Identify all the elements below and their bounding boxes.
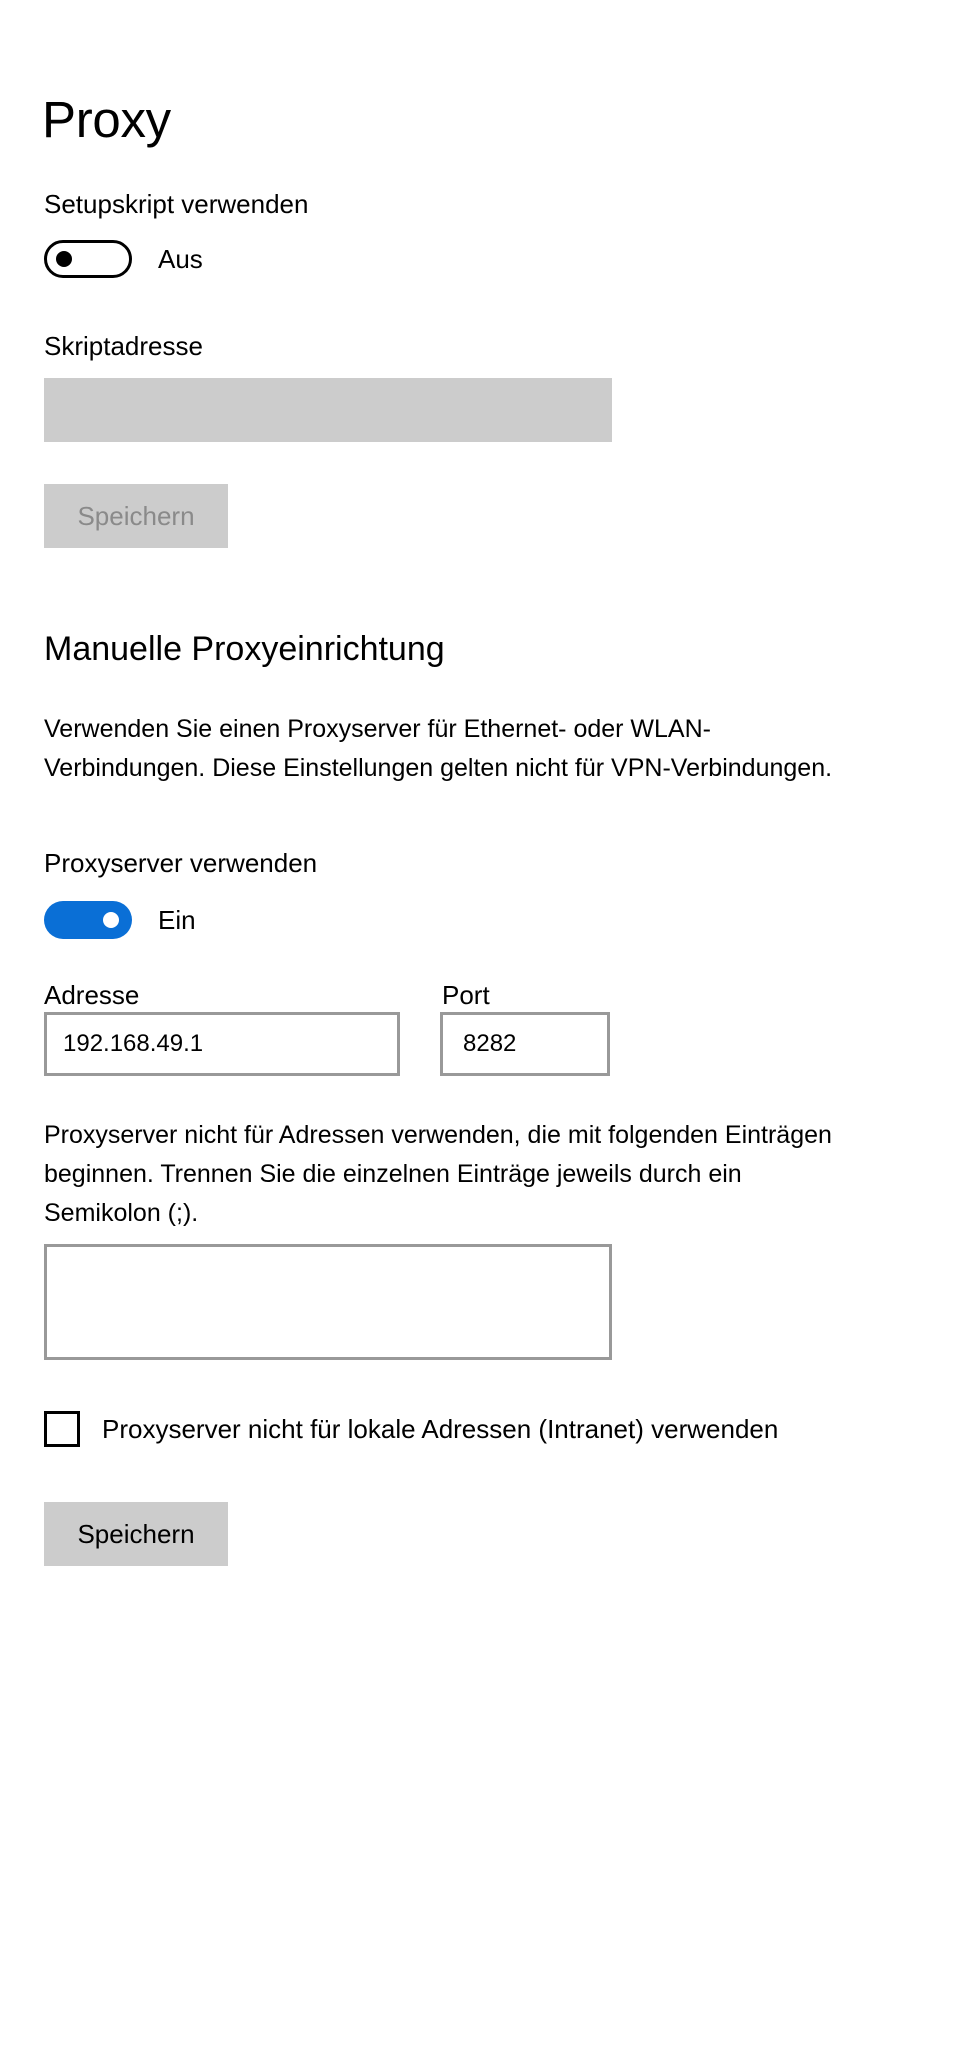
proxy-port-input[interactable]: [440, 1012, 610, 1076]
description-line: Verwenden Sie einen Proxyserver für Ethernet- oder WLAN-: [44, 715, 711, 743]
page-title: Proxy: [42, 91, 171, 148]
local-addresses-checkbox-label[interactable]: Proxyserver nicht für lokale Adressen (Intranet) verwenden: [102, 1414, 779, 1444]
setup-script-label: Setupskript verwenden: [44, 189, 309, 219]
toggle-knob: [56, 251, 72, 267]
proxy-address-label: Adresse: [44, 980, 140, 1010]
proxy-port-label: Port: [442, 980, 490, 1010]
exceptions-line: beginnen. Trennen Sie die einzelnen Einträge jeweils durch ein: [44, 1160, 742, 1188]
proxy-port-value: 8282: [463, 1030, 517, 1057]
proxy-address-input[interactable]: [44, 1012, 400, 1076]
script-address-label: Skriptadresse: [44, 331, 203, 361]
manual-setup-heading: Manuelle Proxyeinrichtung: [44, 630, 445, 668]
manual-setup-description: [44, 710, 944, 788]
exceptions-line: Semikolon (;).: [44, 1199, 199, 1227]
script-save-button: Speichern: [44, 484, 228, 548]
exceptions-description: [44, 1116, 954, 1233]
proxy-address-value: 192.168.49.1: [63, 1030, 204, 1057]
exceptions-line: Proxyserver nicht für Adressen verwenden, die mit folgenden Einträgen: [44, 1121, 832, 1149]
exceptions-textarea[interactable]: [44, 1244, 612, 1360]
manual-save-button[interactable]: Speichern: [44, 1502, 228, 1566]
use-proxy-label: Proxyserver verwenden: [44, 848, 318, 878]
setup-script-toggle[interactable]: [44, 240, 132, 278]
use-proxy-toggle[interactable]: [44, 901, 132, 939]
local-addresses-checkbox[interactable]: [44, 1411, 80, 1447]
toggle-knob: [103, 912, 119, 928]
setup-script-toggle-state: Aus: [158, 244, 203, 274]
script-address-field: [44, 378, 612, 442]
description-line: Verbindungen. Diese Einstellungen gelten nicht für VPN-Verbindungen.: [44, 754, 833, 782]
use-proxy-toggle-state: Ein: [158, 905, 196, 935]
